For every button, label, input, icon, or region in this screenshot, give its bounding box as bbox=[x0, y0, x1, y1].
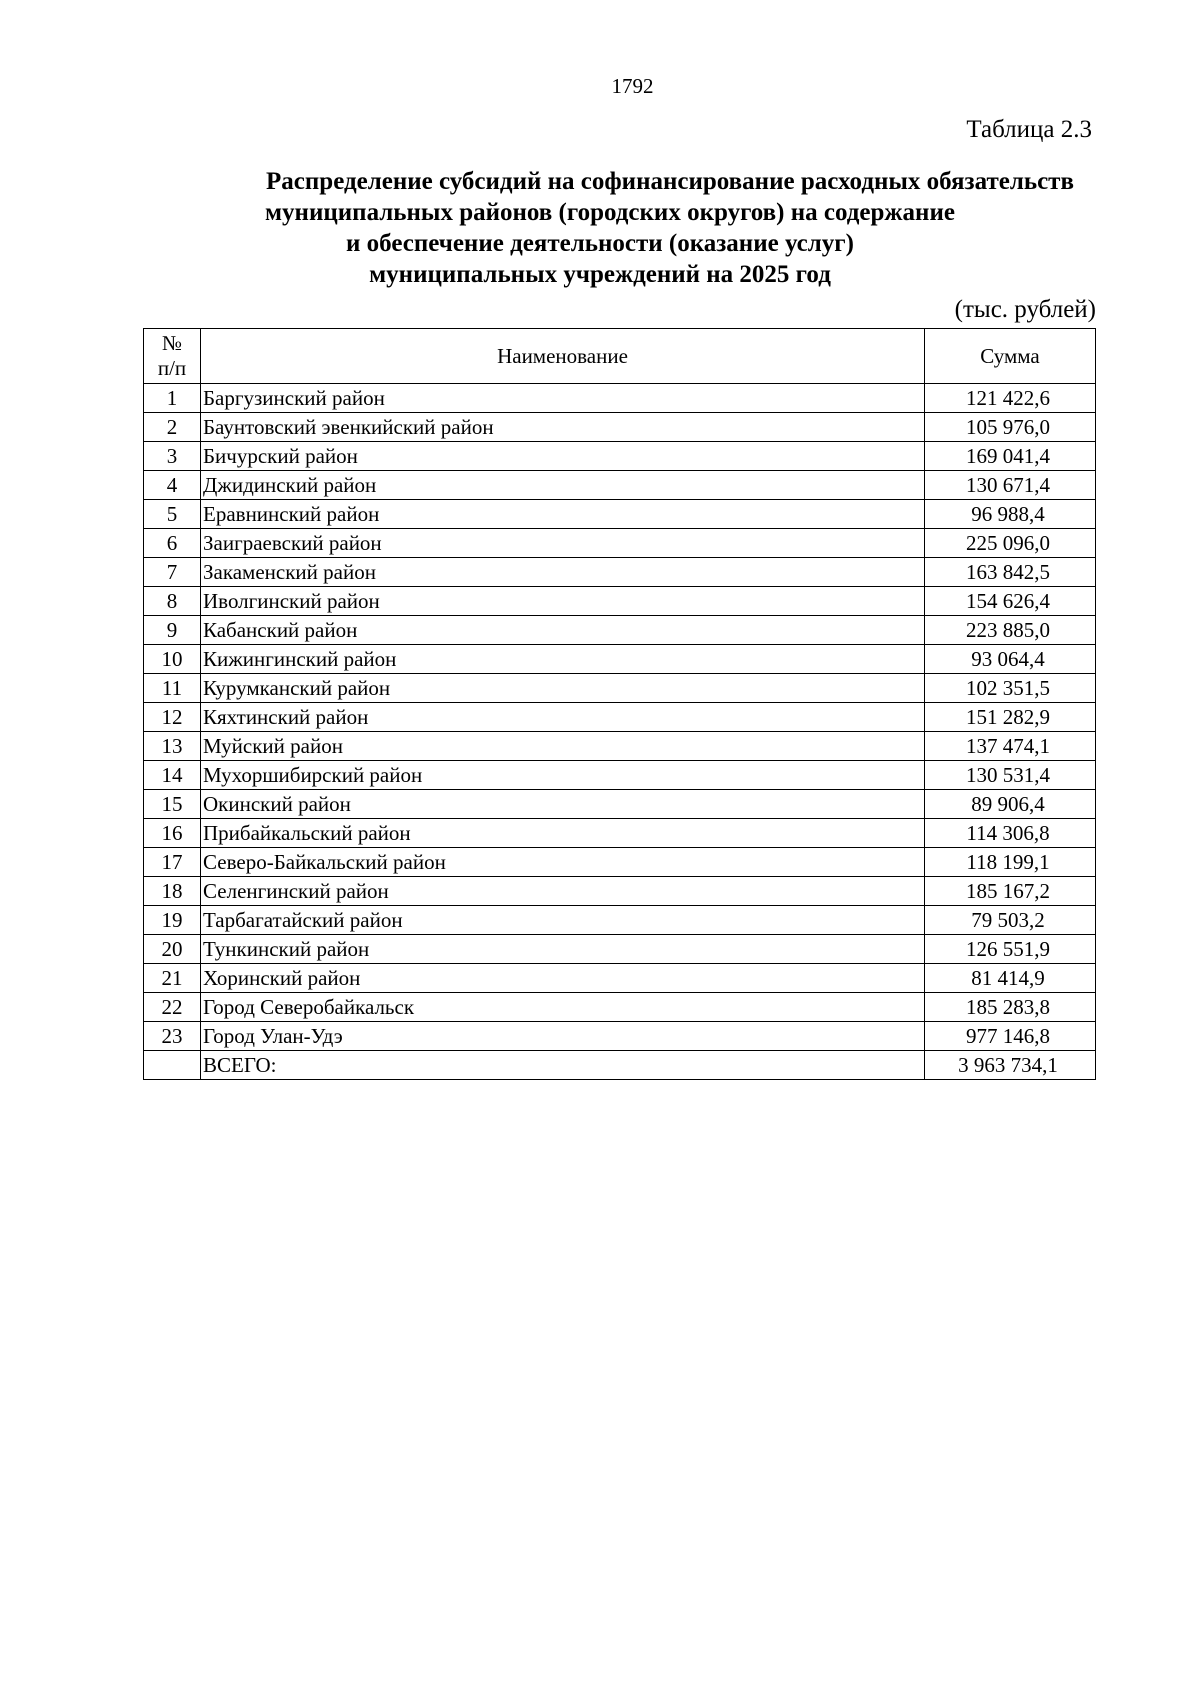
row-number-cell: 13 bbox=[144, 732, 201, 761]
row-name-cell: Джидинский район bbox=[201, 471, 925, 500]
row-sum-cell: 114 306,8 bbox=[925, 819, 1096, 848]
row-name-cell: Бичурский район bbox=[201, 442, 925, 471]
row-name-cell: Северо-Байкальский район bbox=[201, 848, 925, 877]
table-total-row bbox=[144, 1051, 1096, 1080]
row-sum-cell: 977 146,8 bbox=[925, 1022, 1096, 1051]
row-number-cell: 2 bbox=[144, 413, 201, 442]
row-number-cell: 5 bbox=[144, 500, 201, 529]
row-number-cell: 12 bbox=[144, 703, 201, 732]
row-name-cell: Окинский район bbox=[201, 790, 925, 819]
title-line-4: муниципальных учреждений на 2025 год bbox=[369, 261, 831, 288]
table-row bbox=[144, 384, 1096, 413]
row-number-cell: 14 bbox=[144, 761, 201, 790]
table-row bbox=[144, 703, 1096, 732]
table-header-row bbox=[144, 329, 1096, 384]
row-number-cell: 9 bbox=[144, 616, 201, 645]
table-row bbox=[144, 442, 1096, 471]
row-name-cell: Кабанский район bbox=[201, 616, 925, 645]
row-sum-cell: 81 414,9 bbox=[925, 964, 1096, 993]
table-row bbox=[144, 616, 1096, 645]
total-number-cell bbox=[144, 1051, 201, 1080]
title-line-1: Распределение субсидий на софинансирование расходных обязательств bbox=[266, 168, 1074, 195]
row-number-cell: 3 bbox=[144, 442, 201, 471]
row-sum-cell: 223 885,0 bbox=[925, 616, 1096, 645]
row-number-cell: 20 bbox=[144, 935, 201, 964]
table-row bbox=[144, 732, 1096, 761]
row-name-cell: Муйский район bbox=[201, 732, 925, 761]
row-sum-cell: 169 041,4 bbox=[925, 442, 1096, 471]
row-name-cell: Город Северобайкальск bbox=[201, 993, 925, 1022]
row-number-cell: 10 bbox=[144, 645, 201, 674]
row-sum-cell: 137 474,1 bbox=[925, 732, 1096, 761]
page-number: 1792 bbox=[611, 74, 654, 98]
row-number-cell: 16 bbox=[144, 819, 201, 848]
row-sum-cell: 105 976,0 bbox=[925, 413, 1096, 442]
row-sum-cell: 79 503,2 bbox=[925, 906, 1096, 935]
row-sum-cell: 130 531,4 bbox=[925, 761, 1096, 790]
row-sum-cell: 185 167,2 bbox=[925, 877, 1096, 906]
header-sum: Сумма bbox=[925, 329, 1096, 384]
total-sum-cell: 3 963 734,1 bbox=[925, 1051, 1096, 1080]
row-number-cell: 22 bbox=[144, 993, 201, 1022]
row-name-cell: Селенгинский район bbox=[201, 877, 925, 906]
row-sum-cell: 126 551,9 bbox=[925, 935, 1096, 964]
header-number bbox=[144, 329, 201, 384]
row-name-cell: Курумканский район bbox=[201, 674, 925, 703]
row-sum-cell: 96 988,4 bbox=[925, 500, 1096, 529]
table-label: Таблица 2.3 bbox=[966, 116, 1092, 143]
row-sum-cell: 225 096,0 bbox=[925, 529, 1096, 558]
row-name-cell: Кижингинский район bbox=[201, 645, 925, 674]
row-number-cell: 18 bbox=[144, 877, 201, 906]
header-name: Наименование bbox=[201, 329, 925, 384]
row-name-cell: Хоринский район bbox=[201, 964, 925, 993]
subsidy-table bbox=[143, 328, 1096, 1080]
row-number-cell: 7 bbox=[144, 558, 201, 587]
table-row bbox=[144, 645, 1096, 674]
table-row bbox=[144, 877, 1096, 906]
table-row bbox=[144, 1022, 1096, 1051]
row-sum-cell: 154 626,4 bbox=[925, 587, 1096, 616]
row-name-cell: Баунтовский эвенкийский район bbox=[201, 413, 925, 442]
table-row bbox=[144, 413, 1096, 442]
row-name-cell: Кяхтинский район bbox=[201, 703, 925, 732]
row-sum-cell: 89 906,4 bbox=[925, 790, 1096, 819]
row-name-cell: Тункинский район bbox=[201, 935, 925, 964]
row-number-cell: 6 bbox=[144, 529, 201, 558]
row-sum-cell: 118 199,1 bbox=[925, 848, 1096, 877]
table-row bbox=[144, 993, 1096, 1022]
row-number-cell: 17 bbox=[144, 848, 201, 877]
table-row bbox=[144, 471, 1096, 500]
row-name-cell: Еравнинский район bbox=[201, 500, 925, 529]
row-name-cell: Прибайкальский район bbox=[201, 819, 925, 848]
row-sum-cell: 185 283,8 bbox=[925, 993, 1096, 1022]
row-sum-cell: 151 282,9 bbox=[925, 703, 1096, 732]
table-row bbox=[144, 790, 1096, 819]
table-row bbox=[144, 964, 1096, 993]
row-sum-cell: 121 422,6 bbox=[925, 384, 1096, 413]
row-name-cell: Иволгинский район bbox=[201, 587, 925, 616]
document-title bbox=[140, 166, 1140, 290]
row-number-cell: 15 bbox=[144, 790, 201, 819]
row-name-cell: Баргузинский район bbox=[201, 384, 925, 413]
row-sum-cell: 130 671,4 bbox=[925, 471, 1096, 500]
row-number-cell: 11 bbox=[144, 674, 201, 703]
row-number-cell: 8 bbox=[144, 587, 201, 616]
row-sum-cell: 93 064,4 bbox=[925, 645, 1096, 674]
row-name-cell: Город Улан-Удэ bbox=[201, 1022, 925, 1051]
units-label: (тыс. рублей) bbox=[954, 296, 1096, 323]
header-number-line-2: п/п bbox=[157, 356, 187, 380]
title-line-2: муниципальных районов (городских округов) на содержание bbox=[265, 199, 955, 226]
table-row bbox=[144, 819, 1096, 848]
row-sum-cell: 102 351,5 bbox=[925, 674, 1096, 703]
table-body bbox=[144, 384, 1096, 1051]
table-row bbox=[144, 935, 1096, 964]
header-number-line-1: № bbox=[161, 331, 183, 355]
table-row bbox=[144, 529, 1096, 558]
table-row bbox=[144, 558, 1096, 587]
row-name-cell: Мухоршибирский район bbox=[201, 761, 925, 790]
row-name-cell: Закаменский район bbox=[201, 558, 925, 587]
row-name-cell: Заиграевский район bbox=[201, 529, 925, 558]
row-number-cell: 19 bbox=[144, 906, 201, 935]
table-row bbox=[144, 906, 1096, 935]
row-sum-cell: 163 842,5 bbox=[925, 558, 1096, 587]
total-name-cell: ВСЕГО: bbox=[201, 1051, 925, 1080]
table-row bbox=[144, 761, 1096, 790]
title-line-3: и обеспечение деятельности (оказание услуг) bbox=[346, 230, 854, 257]
row-number-cell: 21 bbox=[144, 964, 201, 993]
row-number-cell: 1 bbox=[144, 384, 201, 413]
table-row bbox=[144, 587, 1096, 616]
table-row bbox=[144, 848, 1096, 877]
row-number-cell: 23 bbox=[144, 1022, 201, 1051]
row-name-cell: Тарбагатайский район bbox=[201, 906, 925, 935]
row-number-cell: 4 bbox=[144, 471, 201, 500]
table-row bbox=[144, 500, 1096, 529]
table-row bbox=[144, 674, 1096, 703]
